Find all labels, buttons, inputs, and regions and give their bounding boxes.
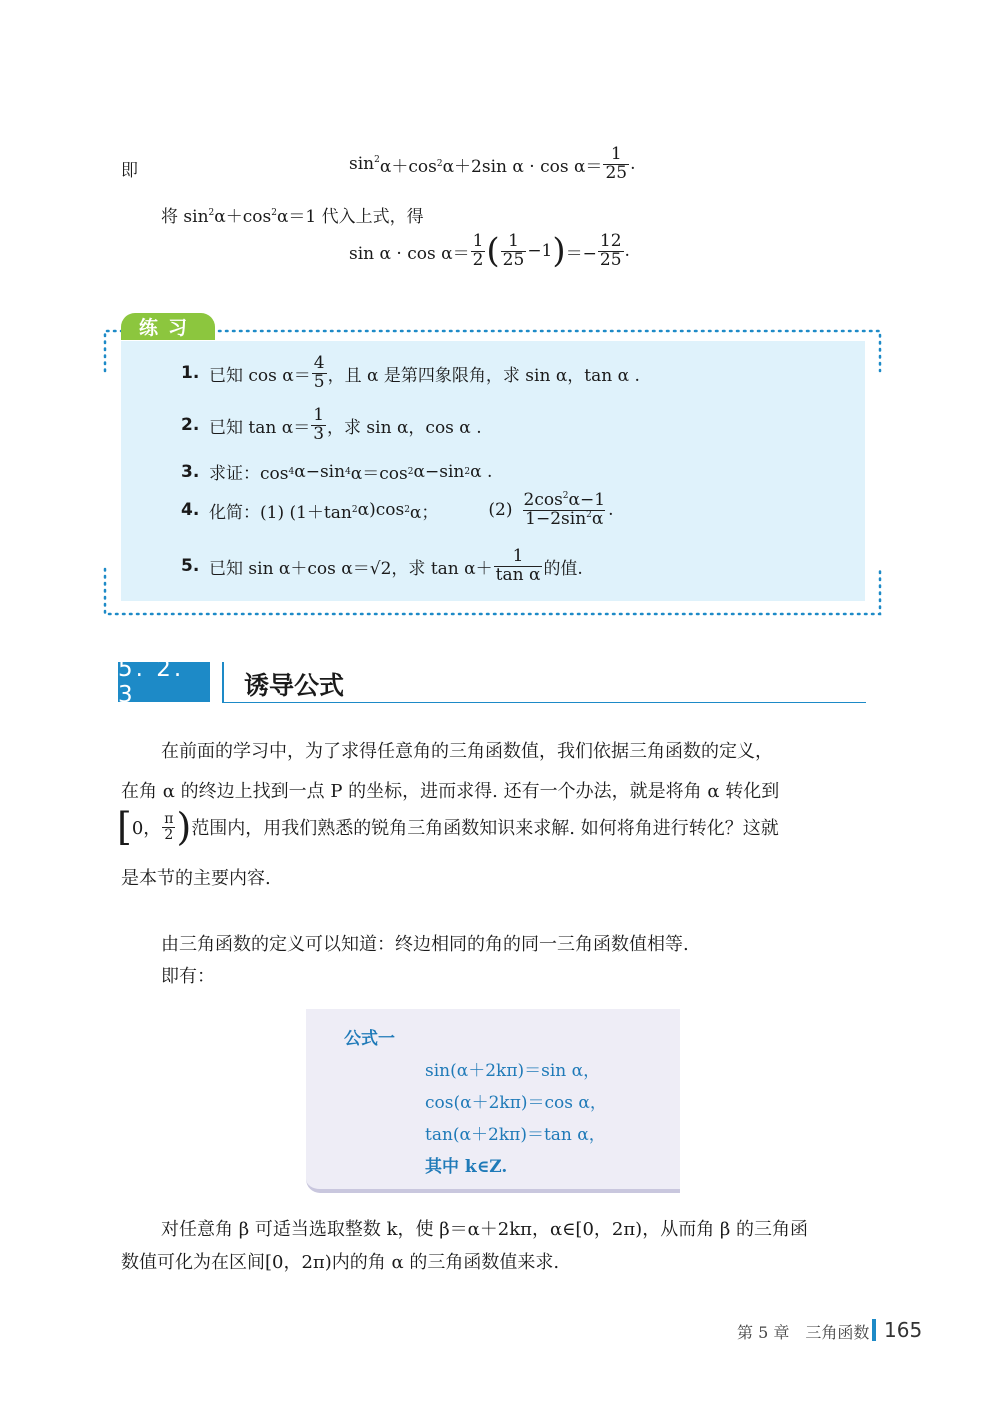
section-underline bbox=[222, 702, 866, 703]
section-number: 5. 2. 3 bbox=[118, 662, 210, 702]
footer-chapter: 第 5 章 三角函数 bbox=[737, 1323, 870, 1342]
formula-sin: sin(α＋2kπ)＝sin α， bbox=[425, 1061, 601, 1081]
exercise-item-1: 1. 已知 cos α＝ $\frac{4}{5}$ ，且 α 是第四象限角，求 sin α，tan α . bbox=[181, 353, 640, 392]
formula-tan: tan(α＋2kπ)＝tan α， bbox=[425, 1125, 606, 1145]
para3-line1: 对任意角 β 可适当选取整数 k，使 β＝α＋2kπ，α∈[0，2π)，从而角 β 的三角函 bbox=[161, 1219, 809, 1240]
exercise-item-4: 4. 化简：(1) (1＋tan 2 α)cos 2 α； (2) $\frac{2\cos^2\alpha-1}{1-2\sin^2\alpha}$ . bbox=[181, 490, 614, 529]
footer-divider bbox=[872, 1319, 876, 1341]
exercise-item-2: 2. 已知 tan α＝ $\frac{1}{3}$ ，求 sin α，cos α . bbox=[181, 405, 482, 444]
exercise-tab: 练习 bbox=[121, 313, 215, 340]
equation-2: sin α · cos α＝ $\frac{1}{2}$ ( $\frac{1}{25}$ −1 ) ＝− $\frac{12}{25}$ . bbox=[349, 231, 630, 272]
para3-line2: 数值可化为在区间[0，2π)内的角 α 的三角函数值来求. bbox=[121, 1252, 560, 1273]
formula-cos: cos(α＋2kπ)＝cos α， bbox=[425, 1093, 607, 1113]
para1-line1: 在前面的学习中，为了求得任意角的三角函数值，我们依据三角函数的定义， bbox=[161, 741, 773, 762]
formula-box bbox=[306, 1009, 680, 1193]
formula-title: 公式一 bbox=[344, 1029, 395, 1049]
page-number: 165 bbox=[884, 1318, 923, 1342]
section-title: 诱导公式 bbox=[244, 671, 345, 700]
para1-line2: 在角 α 的终边上找到一点 P 的坐标，进而求得. 还有一个办法，就是将角 α 转化到 bbox=[121, 781, 780, 802]
para2-line2: 即有： bbox=[161, 966, 215, 987]
formula-condition: 其中 k∈Z. bbox=[425, 1157, 508, 1177]
equation-1: $\sin^2$ α＋cos 2 α＋2sin α · cos α＝ $\frac{1}{25}$ . bbox=[349, 144, 636, 183]
para2-line1: 由三角函数的定义可以知道：终边相同的角的同一三角函数值相等. bbox=[161, 934, 689, 955]
substitution-line: 将 $\sin^2\alpha+\cos^2\alpha=1$ 代入上式，得 bbox=[161, 207, 424, 227]
para1-line3: [ 0， $\frac{\pi}{2}$ ) 范围内，用我们熟悉的锐角三角函数知识来求解. 如何将角进行转化？这就 bbox=[117, 805, 779, 849]
para1-line4: 是本节的主要内容. bbox=[121, 868, 271, 889]
ji-label: 即 bbox=[121, 161, 138, 181]
exercise-item-5: 5. 已知 sin α＋cos α＝√2，求 tan α＋ $\frac{1}{\text{tan α}}$ 的值. bbox=[181, 546, 583, 585]
section-divider bbox=[222, 662, 224, 703]
exercise-item-3: 3. 求证：cos 4 α−sin 4 α＝cos 2 α−sin 2 α . bbox=[181, 461, 493, 484]
